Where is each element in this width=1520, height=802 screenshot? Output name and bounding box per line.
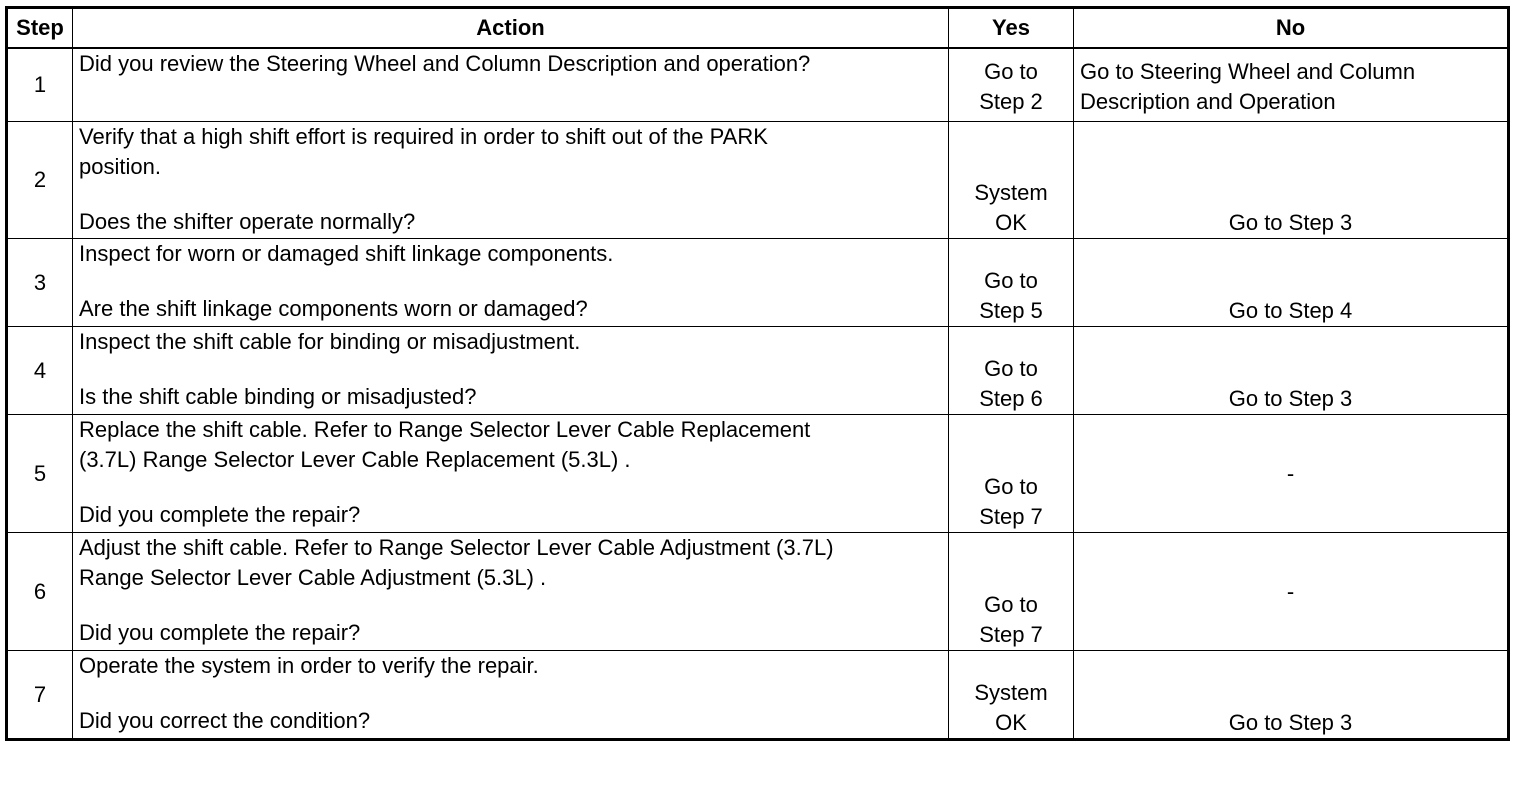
yes-cell xyxy=(949,122,1074,239)
yes-text: System xyxy=(974,680,1048,705)
yes-text: System xyxy=(974,180,1048,205)
table-row xyxy=(7,415,1509,533)
yes-text: Go to xyxy=(984,59,1038,84)
yes-text: Step 7 xyxy=(979,622,1043,647)
action-cell xyxy=(73,48,949,122)
action-text: Replace the shift cable. Refer to Range Selector Lever Cable Replacement xyxy=(79,417,811,442)
no-cell xyxy=(1074,533,1509,651)
table-row xyxy=(7,651,1509,740)
yes-cell xyxy=(949,48,1074,122)
no-text: Description and Operation xyxy=(1080,89,1336,114)
header-action: Action xyxy=(73,8,949,49)
no-text: - xyxy=(1286,578,1295,604)
step-number: 4 xyxy=(7,327,73,415)
action-text: (3.7L) Range Selector Lever Cable Replacement (5.3L) . xyxy=(79,447,631,472)
yes-text: Go to xyxy=(984,592,1038,617)
yes-cell xyxy=(949,239,1074,327)
header-row xyxy=(7,8,1509,49)
no-cell xyxy=(1074,239,1509,327)
step-number: 6 xyxy=(7,533,73,651)
action-text: Inspect the shift cable for binding or misadjustment. xyxy=(79,329,581,354)
step-number: 1 xyxy=(7,48,73,122)
action-cell xyxy=(73,327,949,415)
table-row xyxy=(7,327,1509,415)
no-text: Go to Step 3 xyxy=(1228,210,1353,235)
no-text: Go to Steering Wheel and Column xyxy=(1080,59,1416,84)
yes-text: Step 5 xyxy=(979,298,1043,323)
action-text: Verify that a high shift effort is required in order to shift out of the PARK xyxy=(79,124,768,149)
yes-text: Go to xyxy=(984,268,1038,293)
step-number: 2 xyxy=(7,122,73,239)
action-question: Did you complete the repair? xyxy=(79,620,361,645)
yes-text: OK xyxy=(995,210,1027,235)
yes-text: Go to xyxy=(984,474,1038,499)
step-number: 5 xyxy=(7,415,73,533)
action-cell xyxy=(73,651,949,740)
yes-text: OK xyxy=(995,710,1027,735)
no-cell xyxy=(1074,327,1509,415)
table-row xyxy=(7,122,1509,239)
action-cell xyxy=(73,239,949,327)
yes-text: Step 2 xyxy=(979,89,1043,114)
action-text: Operate the system in order to verify the repair. xyxy=(79,653,539,678)
action-question: Did you complete the repair? xyxy=(79,502,361,527)
diagnostic-table xyxy=(5,6,1510,741)
yes-cell xyxy=(949,327,1074,415)
no-cell xyxy=(1074,48,1509,122)
no-text: - xyxy=(1286,460,1295,486)
action-text: position. xyxy=(79,154,161,179)
action-question: Did you correct the condition? xyxy=(79,708,371,733)
action-text: Inspect for worn or damaged shift linkage components. xyxy=(79,241,614,266)
step-number: 7 xyxy=(7,651,73,740)
no-cell xyxy=(1074,122,1509,239)
yes-cell xyxy=(949,651,1074,740)
action-question: Is the shift cable binding or misadjusted? xyxy=(79,384,477,409)
action-cell xyxy=(73,415,949,533)
action-text: Adjust the shift cable. Refer to Range Selector Lever Cable Adjustment (3.7L) xyxy=(79,535,834,560)
step-number: 3 xyxy=(7,239,73,327)
table-row xyxy=(7,48,1509,122)
yes-text: Step 7 xyxy=(979,504,1043,529)
action-cell xyxy=(73,122,949,239)
action-question: Does the shifter operate normally? xyxy=(79,209,416,234)
header-yes: Yes xyxy=(949,8,1074,49)
action-question: Are the shift linkage components worn or damaged? xyxy=(79,296,588,321)
yes-cell xyxy=(949,533,1074,651)
yes-text: Go to xyxy=(984,356,1038,381)
yes-cell xyxy=(949,415,1074,533)
no-text: Go to Step 3 xyxy=(1228,710,1353,735)
header-no: No xyxy=(1074,8,1509,49)
action-text: Range Selector Lever Cable Adjustment (5.3L) . xyxy=(79,565,547,590)
no-cell xyxy=(1074,415,1509,533)
no-cell xyxy=(1074,651,1509,740)
table-row xyxy=(7,533,1509,651)
yes-text: Step 6 xyxy=(979,386,1043,411)
table-row xyxy=(7,239,1509,327)
header-step: Step xyxy=(7,8,73,49)
no-text: Go to Step 3 xyxy=(1228,386,1353,411)
action-text: Did you review the Steering Wheel and Column Description and operation? xyxy=(79,51,811,76)
action-cell xyxy=(73,533,949,651)
no-text: Go to Step 4 xyxy=(1228,298,1353,323)
